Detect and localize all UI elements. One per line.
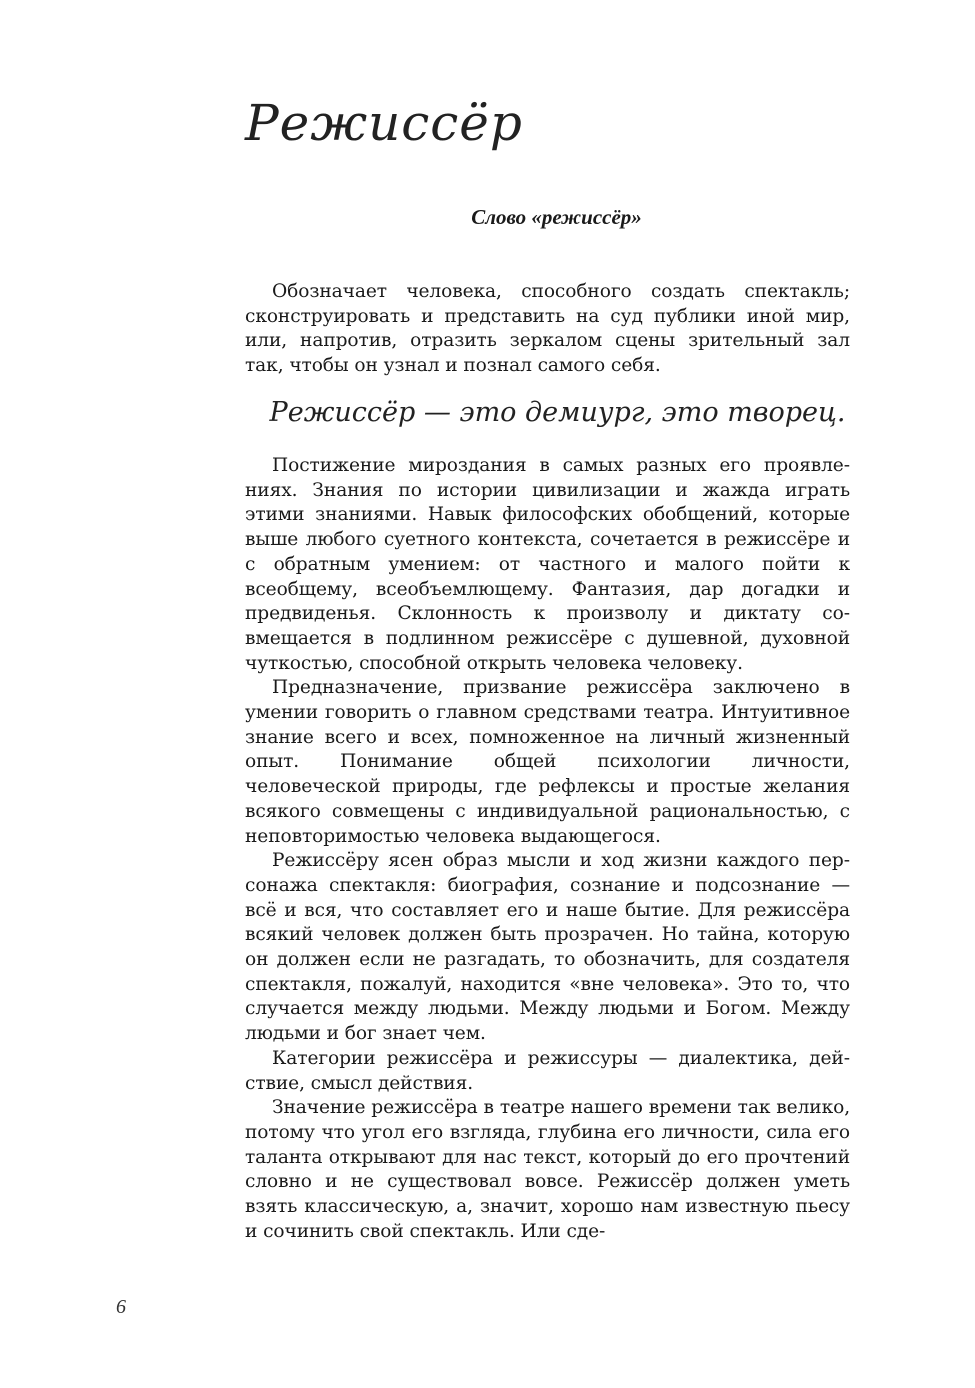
chapter-title: Режиссёр [245,94,523,152]
body-text-block [245,454,850,1245]
intro-paragraph: Обозначает человека, способного создать спектакль; сконструировать и представить на суд публики иной мир, или, напротив, отразить зеркалом сцены зрительный зал так, чтобы он узнал и познал самого себя. [245,281,850,377]
paragraph: Постижение мироздания в самых разных его проявлениях. Знания по истории цивилизации и жажда играть этими знаниями. Навык философских обобщений, которые выше любого суетного контекста, сочетается в режиссёре и с обратным умением: от частного и малого пойти к всеобщему, всеобъемлющему. Фантазия, дар догадки и предвиденья. Склонность к произволу и диктату совмещается в подлинном режиссёре с душевной, духовной чуткостью, способной открыть человека человеку. [245,455,850,674]
paragraph: Режиссёру ясен образ мысли и ход жизни каждого персонажа спектакля: биография, сознание и подсознание — всё и вся, что составляет его и наше бытие. Для режиссёра всякий человек должен быть прозрачен. Но тайна, которую он должен если не разгадать, то обозначить, для создателя спектакля, пожалуй, находится «вне человека». Это то, что случается между людьми. Между людьми и Богом. Между людьми и бог знает чем. [245,850,850,1045]
page-number: 6 [116,1296,126,1318]
epigraph: Режиссёр — это демиург, это творец. [269,397,846,428]
intro-text-block [245,280,850,379]
section-heading: Слово «режиссёр» [471,205,642,229]
paragraph: Предназначение, призвание режиссёра заключено в умении говорить о главном средствами театра. Интуитивное знание всего и всех, помноженное на личный жизненный опыт. Понимание общей психологии личности, человеческой природы, где рефлексы и простые желания всякого совмещены с индивидуальной рациональностью, с неповторимостью человека выдающегося. [245,677,850,847]
paragraph: Значение режиссёра в театре нашего времени так велико, потому что угол его взгляда, глубина его личности, сила его таланта открывают для нас текст, который до его прочтений словно и не существовал вовсе. Режиссёр должен уметь взять классическую, а, значит, хорошо нам известную пьесу и сочинить свой спектакль. Или сде- [245,1097,850,1242]
paragraph: Категории режиссёра и режиссуры — диалектика, действие, смысл действия. [245,1047,850,1094]
